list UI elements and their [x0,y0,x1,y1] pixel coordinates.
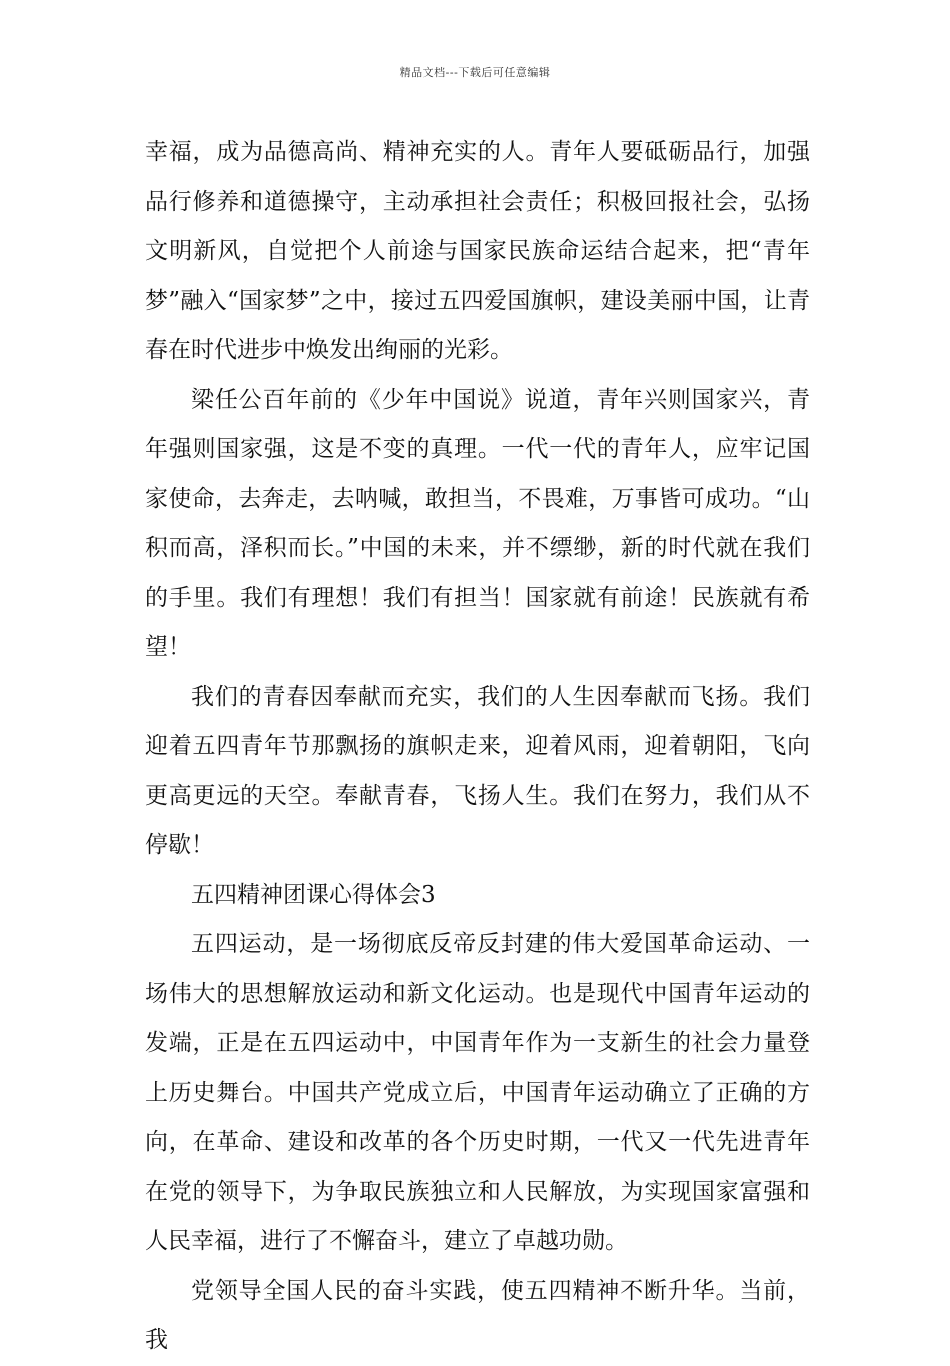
paragraph-1: 幸福，成为品德高尚、精神充实的人。青年人要砥砺品行，加强品行修养和道德操守，主动承担社会责任；积极回报社会，弘扬文明新风，自觉把个人前途与国家民族命运结合起来，把“青年梦”融入“国家梦”之中，接过五四爱国旗帜，建设美丽中国，让青春在时代进步中焕发出绚丽的光彩。 [145,139,810,363]
section-heading: 五四精神团课心得体会3 [191,881,436,908]
paragraph-2: 梁任公百年前的《少年中国说》说道，青年兴则国家兴，青年强则国家强，这是不变的真理。一代一代的青年人，应牢记国家使命，去奔走，去呐喊，敢担当，不畏难，万事皆可成功。“山积而高，泽积而长。”中国的未来，并不缥缈，新的时代就在我们的手里。我们有理想！我们有担当！国家就有前途！民族就有希望！ [145,386,810,660]
page-header: 精品文档---下载后可任意编辑 [399,66,551,79]
paragraph-5: 党领导全国人民的奋斗实践，使五四精神不断升华。当前，我 [145,1277,810,1353]
document-body [145,128,810,1366]
paragraph-3: 我们的青春因奉献而充实，我们的人生因奉献而飞扬。我们迎着五四青年节那飘扬的旗帜走来，迎着风雨，迎着朝阳，飞向更高更远的天空。奉献青春，飞扬人生。我们在努力，我们从不停歇！ [145,683,810,858]
paragraph-4: 五四运动，是一场彻底反帝反封建的伟大爱国革命运动、一场伟大的思想解放运动和新文化运动。也是现代中国青年运动的发端，正是在五四运动中，中国青年作为一支新生的社会力量登上历史舞台。中国共产党成立后，中国青年运动确立了正确的方向，在革命、建设和改革的各个历史时期，一代又一代先进青年在党的领导下，为争取民族独立和人民解放，为实现国家富强和人民幸福，进行了不懈奋斗，建立了卓越功勋。 [145,931,810,1254]
